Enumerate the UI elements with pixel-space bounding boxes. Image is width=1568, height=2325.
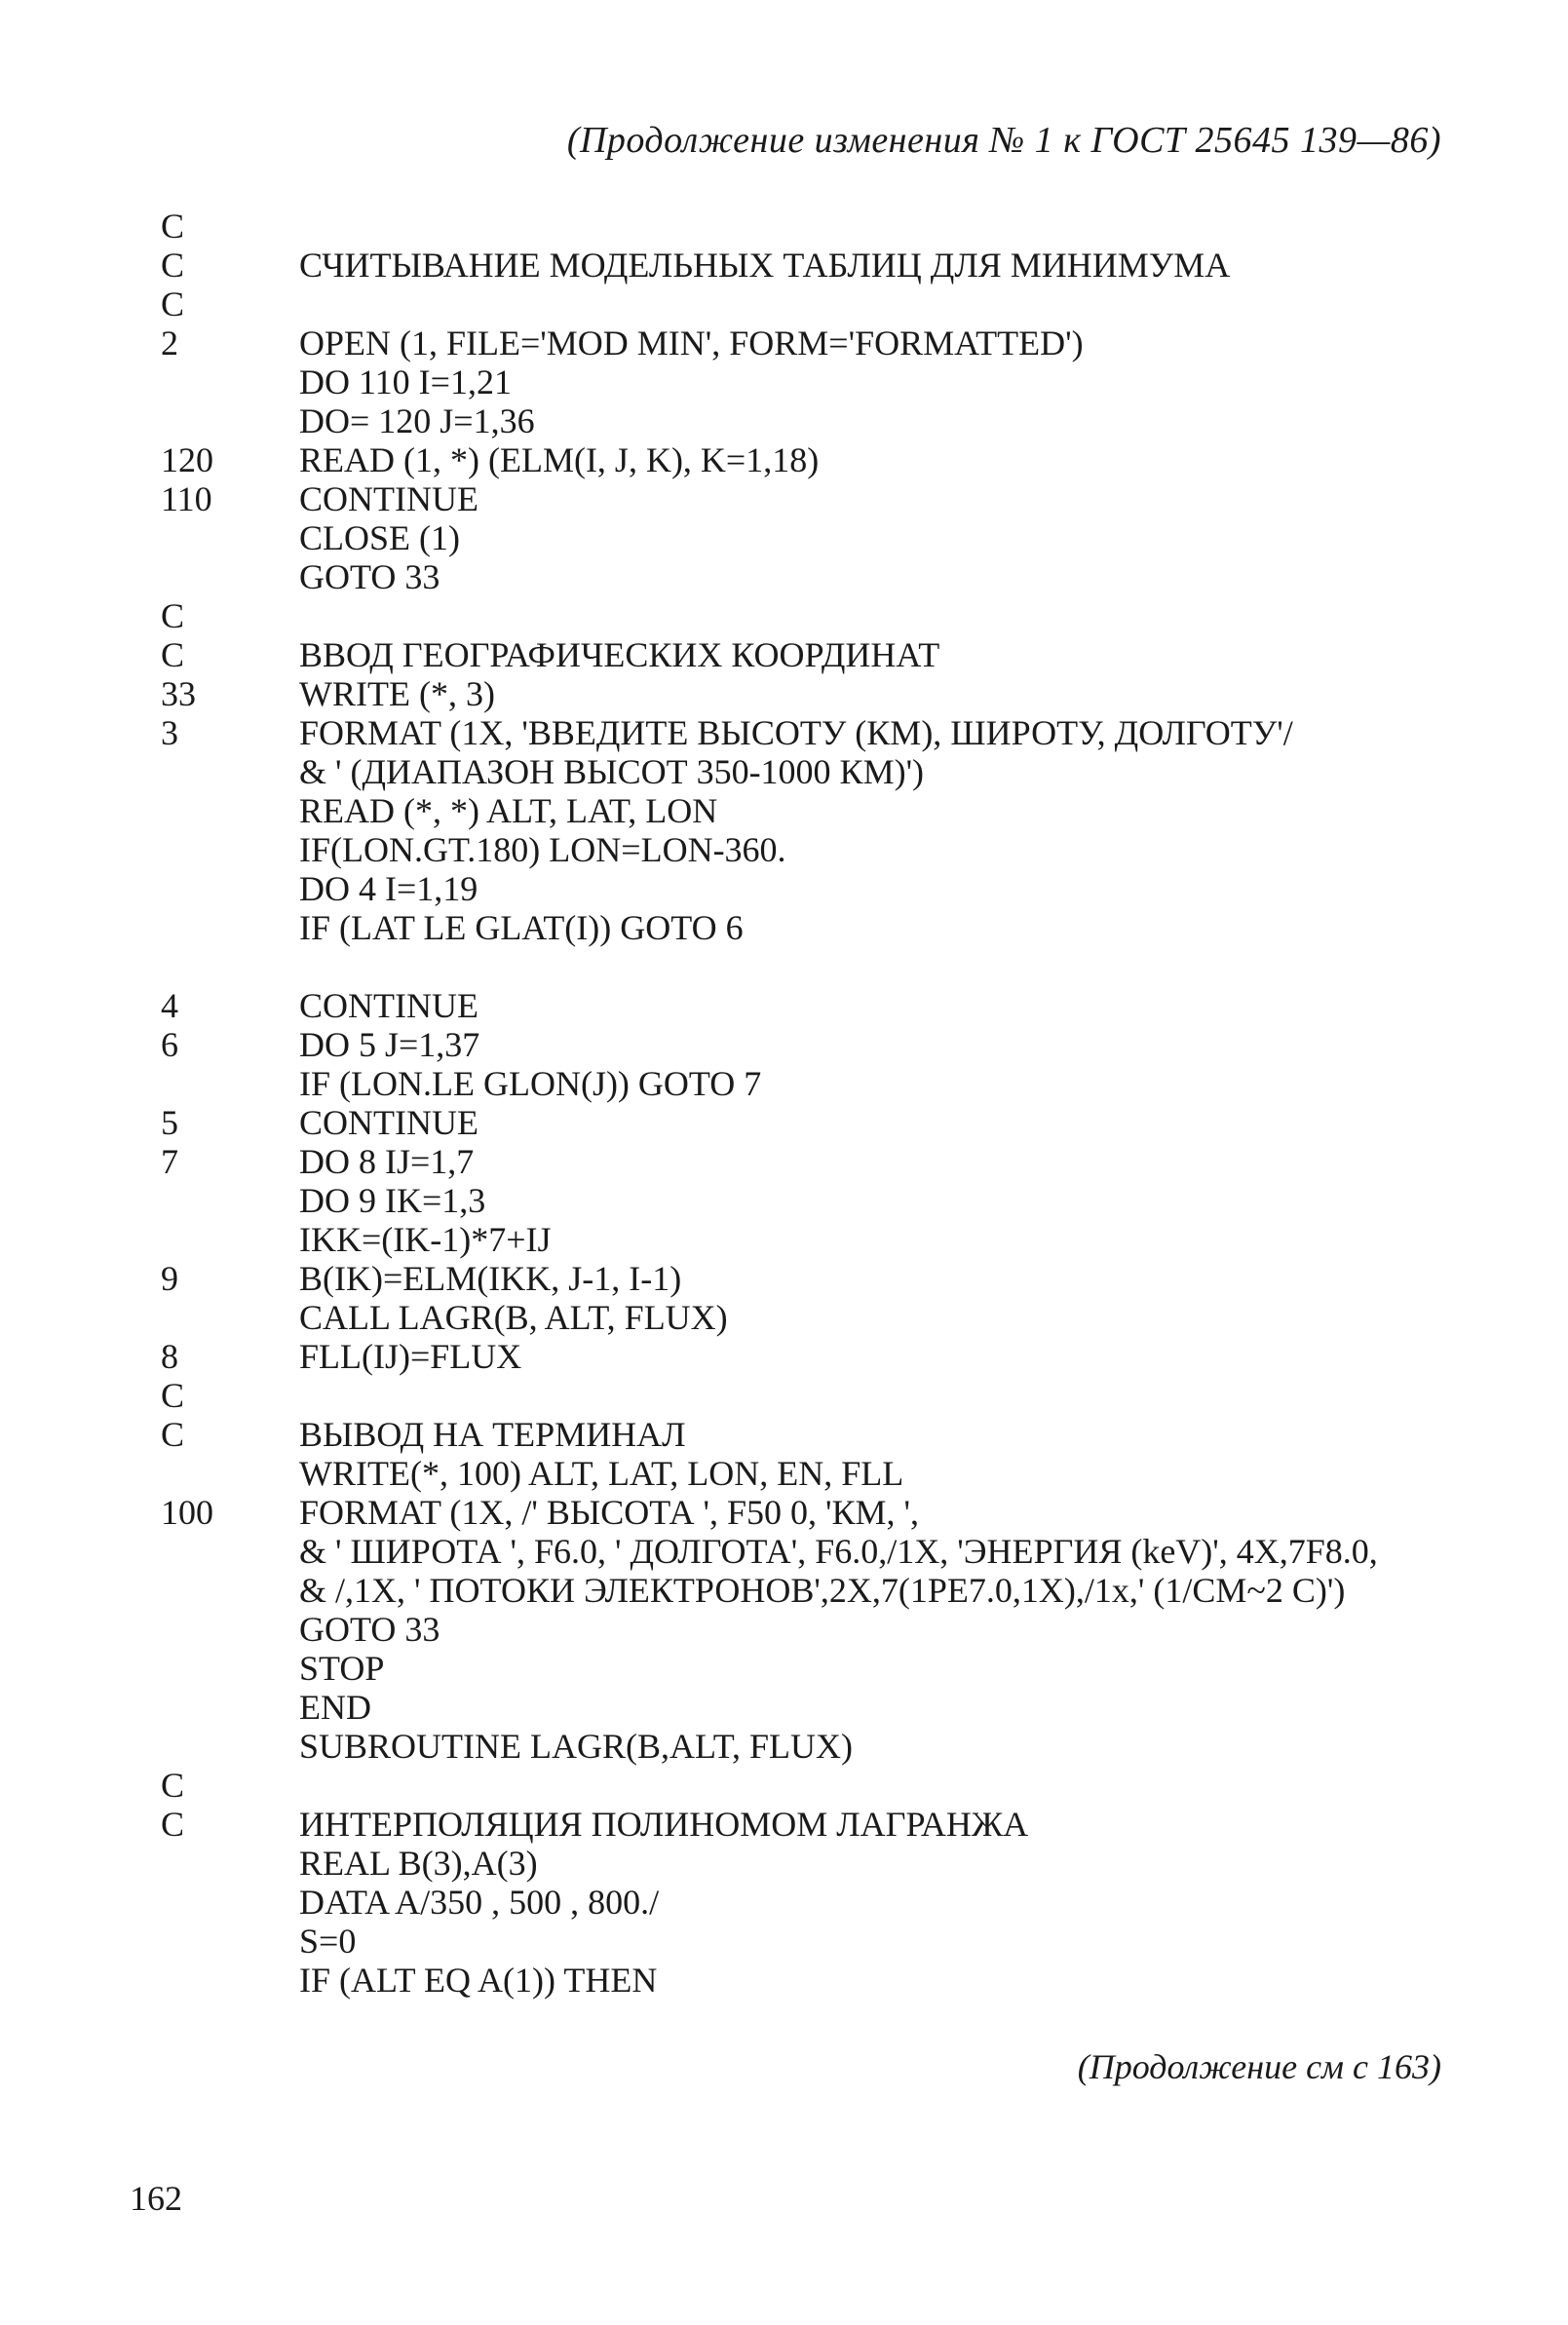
code-line (161, 440, 1457, 479)
code-line (161, 713, 1457, 752)
code-line (161, 246, 1457, 285)
code-line (161, 1220, 1457, 1259)
statement-label: 6 (161, 1025, 178, 1064)
page-footer-continuation: (Продолжение см с 163) (1077, 2047, 1441, 2086)
code-statement: FLL(IJ)=FLUX (299, 1337, 522, 1376)
code-statement: ВЫВОД НА ТЕРМИНАЛ (299, 1415, 686, 1454)
code-line (161, 479, 1457, 518)
code-statement: WRITE(*, 100) ALT, LAT, LON, EN, FLL (299, 1454, 904, 1493)
code-line (161, 908, 1457, 947)
code-line (161, 1727, 1457, 1766)
code-line (161, 1532, 1457, 1571)
code-line (161, 1844, 1457, 1883)
code-line (161, 1883, 1457, 1922)
code-statement: CONTINUE (299, 1103, 478, 1142)
code-line (161, 1376, 1457, 1415)
code-line (161, 1805, 1457, 1844)
code-statement: CONTINUE (299, 479, 478, 518)
statement-label: 120 (161, 440, 213, 479)
code-line (161, 1610, 1457, 1649)
code-statement: S=0 (299, 1922, 357, 1961)
code-statement: OPEN (1, FILE='MOD MIN', FORM='FORMATTED') (299, 324, 1084, 362)
code-line (161, 1571, 1457, 1610)
code-statement: DO 8 IJ=1,7 (299, 1142, 475, 1181)
code-statement: ИНТЕРПОЛЯЦИЯ ПОЛИНОМОМ ЛАГРАНЖА (299, 1805, 1029, 1844)
code-line (161, 1103, 1457, 1142)
statement-label: C (161, 1805, 185, 1844)
statement-label: C (161, 1415, 185, 1454)
page-header: (Продолжение изменения № 1 к ГОСТ 25645 139—86) (566, 120, 1441, 161)
code-line (161, 1298, 1457, 1337)
code-statement: FORMAT (1X, /' ВЫСОТА ', F50 0, 'КМ, ', (299, 1493, 919, 1532)
code-line (161, 1649, 1457, 1688)
code-line (161, 1142, 1457, 1181)
code-listing (161, 207, 1457, 2000)
blank-line (161, 947, 1457, 986)
code-line (161, 557, 1457, 596)
code-line (161, 324, 1457, 362)
code-statement: DO 4 I=1,19 (299, 869, 478, 908)
code-statement: & ' ШИРОТА ', F6.0, ' ДОЛГОТА', F6.0,/1X, 'ЭНЕРГИЯ (keV)', 4X,7F8.0, (299, 1532, 1378, 1571)
code-line (161, 1259, 1457, 1298)
code-line (161, 1961, 1457, 2000)
code-line (161, 791, 1457, 830)
code-line (161, 1337, 1457, 1376)
code-statement: DO 9 IK=1,3 (299, 1181, 486, 1220)
code-statement: CLOSE (1) (299, 518, 460, 557)
code-line (161, 285, 1457, 324)
code-line (161, 207, 1457, 246)
code-statement: DO 110 I=1,21 (299, 362, 512, 401)
statement-label: 33 (161, 674, 196, 713)
code-line (161, 674, 1457, 713)
code-statement: GOTO 33 (299, 1610, 440, 1649)
code-line (161, 1415, 1457, 1454)
code-statement: IF(LON.GT.180) LON=LON-360. (299, 830, 786, 869)
code-line (161, 1181, 1457, 1220)
code-line (161, 752, 1457, 791)
statement-label: 110 (161, 479, 212, 518)
code-statement: CALL LAGR(B, ALT, FLUX) (299, 1298, 728, 1337)
code-line (161, 635, 1457, 674)
code-line (161, 1922, 1457, 1961)
statement-label: C (161, 207, 185, 246)
code-statement: DO= 120 J=1,36 (299, 401, 535, 440)
code-statement: DO 5 J=1,37 (299, 1025, 480, 1064)
page-number: 162 (130, 2179, 182, 2218)
code-line (161, 1025, 1457, 1064)
code-statement: IKK=(IK-1)*7+IJ (299, 1220, 552, 1259)
code-statement: SUBROUTINE LAGR(B,ALT, FLUX) (299, 1727, 854, 1766)
code-line (161, 869, 1457, 908)
code-statement: FORMAT (1X, 'ВВЕДИТЕ ВЫСОТУ (КМ), ШИРОТУ, ДОЛГОТУ'/ (299, 713, 1293, 752)
code-statement: IF (ALT EQ A(1)) THEN (299, 1961, 658, 2000)
code-statement: WRITE (*, 3) (299, 674, 495, 713)
statement-label: C (161, 635, 185, 674)
code-line (161, 830, 1457, 869)
code-statement: IF (LAT LE GLAT(I)) GOTO 6 (299, 908, 744, 947)
code-line (161, 362, 1457, 401)
code-line (161, 1454, 1457, 1493)
code-line (161, 596, 1457, 635)
statement-label: 3 (161, 713, 178, 752)
code-line (161, 1493, 1457, 1532)
statement-label: 9 (161, 1259, 178, 1298)
code-statement: GOTO 33 (299, 557, 440, 596)
code-line (161, 1064, 1457, 1103)
code-statement: IF (LON.LE GLON(J)) GOTO 7 (299, 1064, 762, 1103)
code-statement: DATA A/350 , 500 , 800./ (299, 1883, 660, 1922)
code-line (161, 518, 1457, 557)
code-line (161, 401, 1457, 440)
code-statement: ВВОД ГЕОГРАФИЧЕСКИХ КООРДИНАТ (299, 635, 940, 674)
code-statement: B(IK)=ELM(IKK, J-1, I-1) (299, 1259, 682, 1298)
code-line (161, 986, 1457, 1025)
statement-label: C (161, 285, 185, 324)
code-line (161, 1688, 1457, 1727)
code-statement: CONTINUE (299, 986, 478, 1025)
code-statement: END (299, 1688, 371, 1727)
statement-label: 4 (161, 986, 178, 1025)
statement-label: C (161, 1376, 185, 1415)
statement-label: 7 (161, 1142, 178, 1181)
statement-label: C (161, 596, 185, 635)
code-statement: & ' (ДИАПАЗОН ВЫСОТ 350-1000 КМ)') (299, 752, 925, 791)
code-statement: READ (*, *) ALT, LAT, LON (299, 791, 718, 830)
code-statement: & /,1X, ' ПОТОКИ ЭЛЕКТРОНОВ',2X,7(1PE7.0,1X),/1x,' (1/CM~2 C)') (299, 1571, 1346, 1610)
statement-label: 2 (161, 324, 178, 362)
code-statement: STOP (299, 1649, 385, 1688)
code-line (161, 1766, 1457, 1805)
statement-label: C (161, 1766, 185, 1805)
code-statement: СЧИТЫВАНИЕ МОДЕЛЬНЫХ ТАБЛИЦ ДЛЯ МИНИМУМА (299, 246, 1231, 285)
code-statement: REAL B(3),A(3) (299, 1844, 538, 1883)
statement-label: 8 (161, 1337, 178, 1376)
statement-label: 100 (161, 1493, 213, 1532)
statement-label: C (161, 246, 185, 285)
code-statement: READ (1, *) (ELM(I, J, K), K=1,18) (299, 440, 820, 479)
statement-label: 5 (161, 1103, 178, 1142)
